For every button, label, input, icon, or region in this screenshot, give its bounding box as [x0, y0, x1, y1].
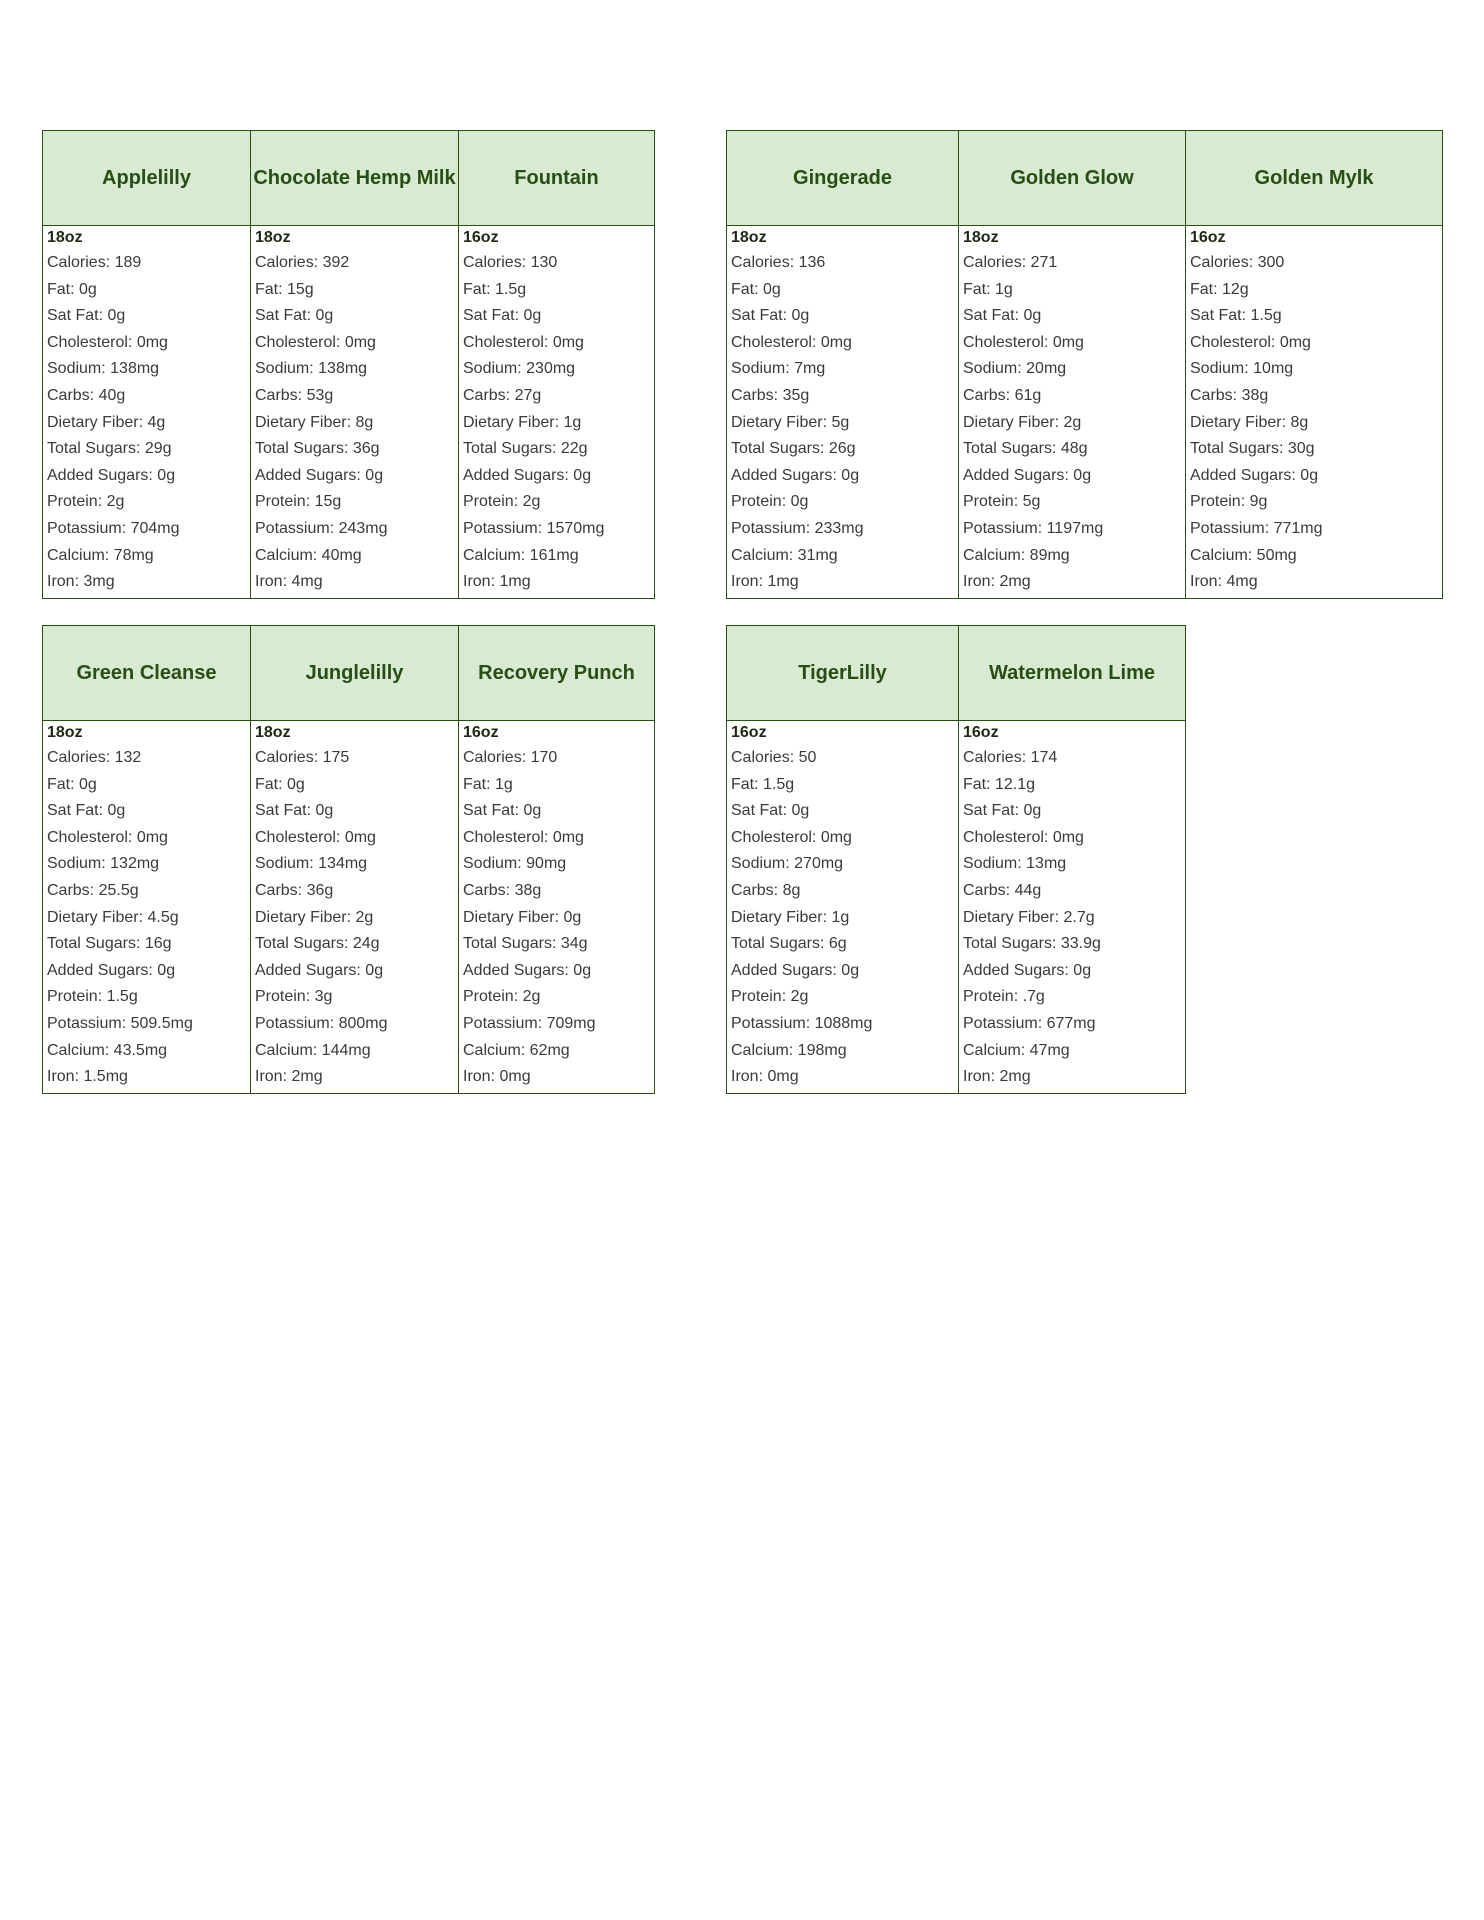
- nutrition-fact: Iron: 1mg: [463, 573, 531, 591]
- facts-cell: [959, 721, 1186, 1094]
- nutrition-fact: Added Sugars: 0g: [1190, 466, 1319, 484]
- facts-cell: [43, 721, 251, 1094]
- nutrition-fact: Cholesterol: 0mg: [255, 828, 376, 846]
- nutrition-fact: Dietary Fiber: 1g: [731, 908, 850, 926]
- nutrition-fact: Sodium: 134mg: [255, 855, 368, 873]
- nutrition-fact: Calories: 300: [1190, 254, 1285, 271]
- nutrition-fact: Total Sugars: 48g: [963, 440, 1088, 458]
- nutrition-fact: Carbs: 61g: [963, 386, 1042, 404]
- nutrition-fact: Potassium: 243mg: [255, 519, 388, 537]
- nutrition-fact: Carbs: 38g: [463, 881, 542, 899]
- nutrition-fact: Carbs: 27g: [463, 386, 542, 404]
- nutrition-fact: Sat Fat: 0g: [47, 307, 126, 325]
- nutrition-fact: Calcium: 31mg: [731, 546, 838, 564]
- drink-name: Recovery Punch: [459, 626, 655, 721]
- nutrition-fact: Total Sugars: 29g: [47, 440, 172, 458]
- nutrition-fact: Cholesterol: 0mg: [47, 828, 168, 846]
- facts-row: [727, 721, 1186, 1094]
- nutrition-fact: Added Sugars: 0g: [731, 466, 860, 484]
- header-row: [727, 131, 1443, 226]
- nutrition-fact: Potassium: 1197mg: [963, 519, 1104, 537]
- nutrition-fact: Calories: 50: [731, 749, 817, 766]
- nutrition-fact: Protein: 5g: [963, 493, 1041, 511]
- nutrition-fact: Carbs: 8g: [731, 881, 801, 899]
- nutrition-fact: Dietary Fiber: 8g: [1190, 413, 1309, 431]
- drink-name: Golden Glow: [959, 131, 1186, 226]
- serving-size: 16oz: [963, 724, 999, 741]
- drink-name: Gingerade: [727, 131, 959, 226]
- nutrition-fact: Total Sugars: 30g: [1190, 440, 1315, 458]
- serving-size: 18oz: [963, 229, 999, 246]
- serving-size: 16oz: [463, 229, 499, 246]
- facts-cell: [251, 721, 459, 1094]
- nutrition-fact: Calories: 170: [463, 749, 558, 766]
- nutrition-fact: Calcium: 50mg: [1190, 546, 1297, 564]
- nutrition-table-4: [726, 625, 1186, 1094]
- nutrition-fact: Carbs: 35g: [731, 386, 810, 404]
- nutrition-fact: Dietary Fiber: 5g: [731, 413, 850, 431]
- nutrition-fact: Carbs: 40g: [47, 386, 126, 404]
- nutrition-fact: Iron: 4mg: [255, 573, 323, 591]
- nutrition-fact: Cholesterol: 0mg: [255, 333, 376, 351]
- nutrition-fact: Calcium: 43.5mg: [47, 1041, 168, 1059]
- nutrition-fact: Sodium: 270mg: [731, 855, 844, 873]
- drink-name: Chocolate Hemp Milk: [251, 131, 459, 226]
- nutrition-fact: Fat: 12.1g: [963, 775, 1036, 793]
- nutrition-fact: Fat: 0g: [47, 280, 97, 298]
- facts-row: [43, 226, 655, 599]
- nutrition-fact: Fat: 1g: [963, 280, 1013, 298]
- nutrition-fact: Calories: 132: [47, 749, 142, 766]
- nutrition-fact: Protein: 3g: [255, 988, 333, 1006]
- serving-size: 18oz: [255, 229, 291, 246]
- nutrition-fact: Sat Fat: 0g: [463, 307, 542, 325]
- nutrition-fact: Dietary Fiber: 2.7g: [963, 908, 1095, 926]
- nutrition-fact: Potassium: 1570mg: [463, 519, 605, 537]
- nutrition-fact: Fat: 0g: [731, 280, 781, 298]
- nutrition-fact: Added Sugars: 0g: [255, 961, 384, 979]
- nutrition-fact: Calories: 392: [255, 254, 350, 271]
- nutrition-fact: Carbs: 53g: [255, 386, 334, 404]
- nutrition-fact: Iron: 3mg: [47, 573, 115, 591]
- nutrition-fact: Carbs: 38g: [1190, 386, 1269, 404]
- facts-row: [727, 226, 1443, 599]
- facts-cell: [459, 226, 655, 599]
- nutrition-fact: Protein: 15g: [255, 493, 342, 511]
- header-row: [43, 131, 655, 226]
- nutrition-fact: Potassium: 1088mg: [731, 1014, 873, 1032]
- serving-size: 18oz: [47, 229, 83, 246]
- nutrition-fact: Dietary Fiber: 2g: [255, 908, 374, 926]
- nutrition-fact: Iron: 0mg: [731, 1068, 799, 1086]
- nutrition-fact: Added Sugars: 0g: [47, 961, 176, 979]
- nutrition-fact: Cholesterol: 0mg: [963, 333, 1084, 351]
- drink-name: Watermelon Lime: [959, 626, 1186, 721]
- drink-name: Golden Mylk: [1186, 131, 1443, 226]
- nutrition-fact: Calcium: 144mg: [255, 1041, 371, 1059]
- nutrition-fact: Dietary Fiber: 0g: [463, 908, 582, 926]
- nutrition-fact: Sat Fat: 1.5g: [1190, 307, 1282, 325]
- nutrition-fact: Sodium: 138mg: [255, 360, 368, 378]
- nutrition-fact: Calories: 175: [255, 749, 350, 766]
- nutrition-fact: Calcium: 62mg: [463, 1041, 570, 1059]
- nutrition-fact: Added Sugars: 0g: [255, 466, 384, 484]
- facts-row: [43, 721, 655, 1094]
- nutrition-fact: Potassium: 509.5mg: [47, 1014, 193, 1032]
- header-row: [727, 626, 1186, 721]
- nutrition-fact: Added Sugars: 0g: [47, 466, 176, 484]
- nutrition-fact: Sat Fat: 0g: [731, 802, 810, 820]
- facts-cell: [959, 226, 1186, 599]
- nutrition-fact: Iron: 4mg: [1190, 573, 1258, 591]
- nutrition-fact: Carbs: 36g: [255, 881, 334, 899]
- nutrition-fact: Cholesterol: 0mg: [1190, 333, 1311, 351]
- facts-cell: [727, 226, 959, 599]
- nutrition-fact: Protein: 9g: [1190, 493, 1268, 511]
- nutrition-fact: Cholesterol: 0mg: [731, 333, 852, 351]
- nutrition-fact: Protein: 2g: [731, 988, 809, 1006]
- nutrition-table-3: [42, 625, 655, 1094]
- nutrition-table-2: [726, 130, 1443, 599]
- nutrition-fact: Calcium: 78mg: [47, 546, 154, 564]
- nutrition-fact: Sodium: 90mg: [463, 855, 567, 873]
- nutrition-fact: Cholesterol: 0mg: [47, 333, 168, 351]
- nutrition-fact: Fat: 0g: [255, 775, 305, 793]
- nutrition-fact: Carbs: 25.5g: [47, 881, 139, 899]
- nutrition-fact: Total Sugars: 24g: [255, 935, 380, 953]
- nutrition-fact: Total Sugars: 26g: [731, 440, 856, 458]
- nutrition-fact: Protein: 1.5g: [47, 988, 138, 1006]
- nutrition-fact: Calories: 189: [47, 254, 142, 271]
- nutrition-fact: Iron: 2mg: [255, 1068, 323, 1086]
- facts-cell: [459, 721, 655, 1094]
- nutrition-fact: Sat Fat: 0g: [463, 802, 542, 820]
- drink-name: Fountain: [459, 131, 655, 226]
- nutrition-fact: Added Sugars: 0g: [963, 961, 1092, 979]
- serving-size: 18oz: [47, 724, 83, 741]
- nutrition-fact: Potassium: 800mg: [255, 1014, 388, 1032]
- nutrition-fact: Cholesterol: 0mg: [463, 828, 584, 846]
- serving-size: 16oz: [731, 724, 767, 741]
- nutrition-fact: Protein: 2g: [463, 988, 541, 1006]
- nutrition-fact: Iron: 2mg: [963, 573, 1031, 591]
- nutrition-fact: Fat: 12g: [1190, 280, 1249, 298]
- nutrition-fact: Total Sugars: 6g: [731, 935, 847, 953]
- facts-cell: [727, 721, 959, 1094]
- nutrition-fact: Cholesterol: 0mg: [463, 333, 584, 351]
- nutrition-fact: Dietary Fiber: 8g: [255, 413, 374, 431]
- nutrition-fact: Sat Fat: 0g: [963, 307, 1042, 325]
- nutrition-fact: Potassium: 771mg: [1190, 519, 1323, 537]
- nutrition-fact: Sat Fat: 0g: [963, 802, 1042, 820]
- drink-name: TigerLilly: [727, 626, 959, 721]
- nutrition-fact: Sodium: 20mg: [963, 360, 1067, 378]
- nutrition-fact: Potassium: 704mg: [47, 519, 180, 537]
- nutrition-fact: Fat: 15g: [255, 280, 314, 298]
- facts-cell: [251, 226, 459, 599]
- nutrition-fact: Total Sugars: 22g: [463, 440, 588, 458]
- nutrition-fact: Sat Fat: 0g: [47, 802, 126, 820]
- nutrition-fact: Added Sugars: 0g: [463, 466, 592, 484]
- nutrition-fact: Protein: .7g: [963, 988, 1045, 1006]
- nutrition-fact: Calcium: 161mg: [463, 546, 579, 564]
- nutrition-fact: Cholesterol: 0mg: [963, 828, 1084, 846]
- nutrition-fact: Fat: 1g: [463, 775, 513, 793]
- facts-cell: [43, 226, 251, 599]
- nutrition-fact: Sat Fat: 0g: [255, 307, 334, 325]
- facts-cell: [1186, 226, 1443, 599]
- header-row: [43, 626, 655, 721]
- nutrition-fact: Added Sugars: 0g: [463, 961, 592, 979]
- nutrition-fact: Protein: 2g: [47, 493, 125, 511]
- nutrition-fact: Protein: 2g: [463, 493, 541, 511]
- nutrition-fact: Protein: 0g: [731, 493, 809, 511]
- drink-name: Junglelilly: [251, 626, 459, 721]
- nutrition-fact: Total Sugars: 33.9g: [963, 935, 1101, 953]
- nutrition-fact: Cholesterol: 0mg: [731, 828, 852, 846]
- nutrition-fact: Calories: 271: [963, 254, 1058, 271]
- nutrition-fact: Calories: 130: [463, 254, 558, 271]
- nutrition-fact: Sodium: 132mg: [47, 855, 160, 873]
- nutrition-fact: Dietary Fiber: 4g: [47, 413, 166, 431]
- nutrition-fact: Calcium: 198mg: [731, 1041, 847, 1059]
- nutrition-table-1: [42, 130, 655, 599]
- nutrition-fact: Total Sugars: 36g: [255, 440, 380, 458]
- nutrition-fact: Sodium: 10mg: [1190, 360, 1294, 378]
- nutrition-fact: Dietary Fiber: 4.5g: [47, 908, 179, 926]
- serving-size: 16oz: [463, 724, 499, 741]
- nutrition-fact: Iron: 1.5mg: [47, 1068, 128, 1086]
- nutrition-fact: Fat: 1.5g: [463, 280, 527, 298]
- nutrition-fact: Sat Fat: 0g: [731, 307, 810, 325]
- nutrition-fact: Potassium: 677mg: [963, 1014, 1096, 1032]
- serving-size: 18oz: [255, 724, 291, 741]
- nutrition-fact: Sodium: 7mg: [731, 360, 826, 378]
- nutrition-fact: Potassium: 709mg: [463, 1014, 596, 1032]
- drink-name: Green Cleanse: [43, 626, 251, 721]
- nutrition-fact: Fat: 0g: [47, 775, 97, 793]
- nutrition-fact: Total Sugars: 34g: [463, 935, 588, 953]
- nutrition-fact: Iron: 2mg: [963, 1068, 1031, 1086]
- nutrition-fact: Potassium: 233mg: [731, 519, 864, 537]
- nutrition-fact: Calcium: 89mg: [963, 546, 1070, 564]
- nutrition-fact: Calcium: 47mg: [963, 1041, 1070, 1059]
- nutrition-fact: Sodium: 13mg: [963, 855, 1067, 873]
- nutrition-fact: Sodium: 230mg: [463, 360, 576, 378]
- nutrition-fact: Dietary Fiber: 1g: [463, 413, 582, 431]
- serving-size: 16oz: [1190, 229, 1226, 246]
- serving-size: 18oz: [731, 229, 767, 246]
- nutrition-fact: Iron: 0mg: [463, 1068, 531, 1086]
- nutrition-fact: Added Sugars: 0g: [963, 466, 1092, 484]
- nutrition-fact: Calories: 136: [731, 254, 826, 271]
- nutrition-fact: Fat: 1.5g: [731, 775, 795, 793]
- nutrition-fact: Added Sugars: 0g: [731, 961, 860, 979]
- nutrition-fact: Total Sugars: 16g: [47, 935, 172, 953]
- drink-name: Applelilly: [43, 131, 251, 226]
- nutrition-fact: Sodium: 138mg: [47, 360, 160, 378]
- nutrition-fact: Calories: 174: [963, 749, 1058, 766]
- nutrition-fact: Iron: 1mg: [731, 573, 799, 591]
- nutrition-fact: Calcium: 40mg: [255, 546, 362, 564]
- nutrition-fact: Carbs: 44g: [963, 881, 1042, 899]
- nutrition-fact: Dietary Fiber: 2g: [963, 413, 1082, 431]
- nutrition-fact: Sat Fat: 0g: [255, 802, 334, 820]
